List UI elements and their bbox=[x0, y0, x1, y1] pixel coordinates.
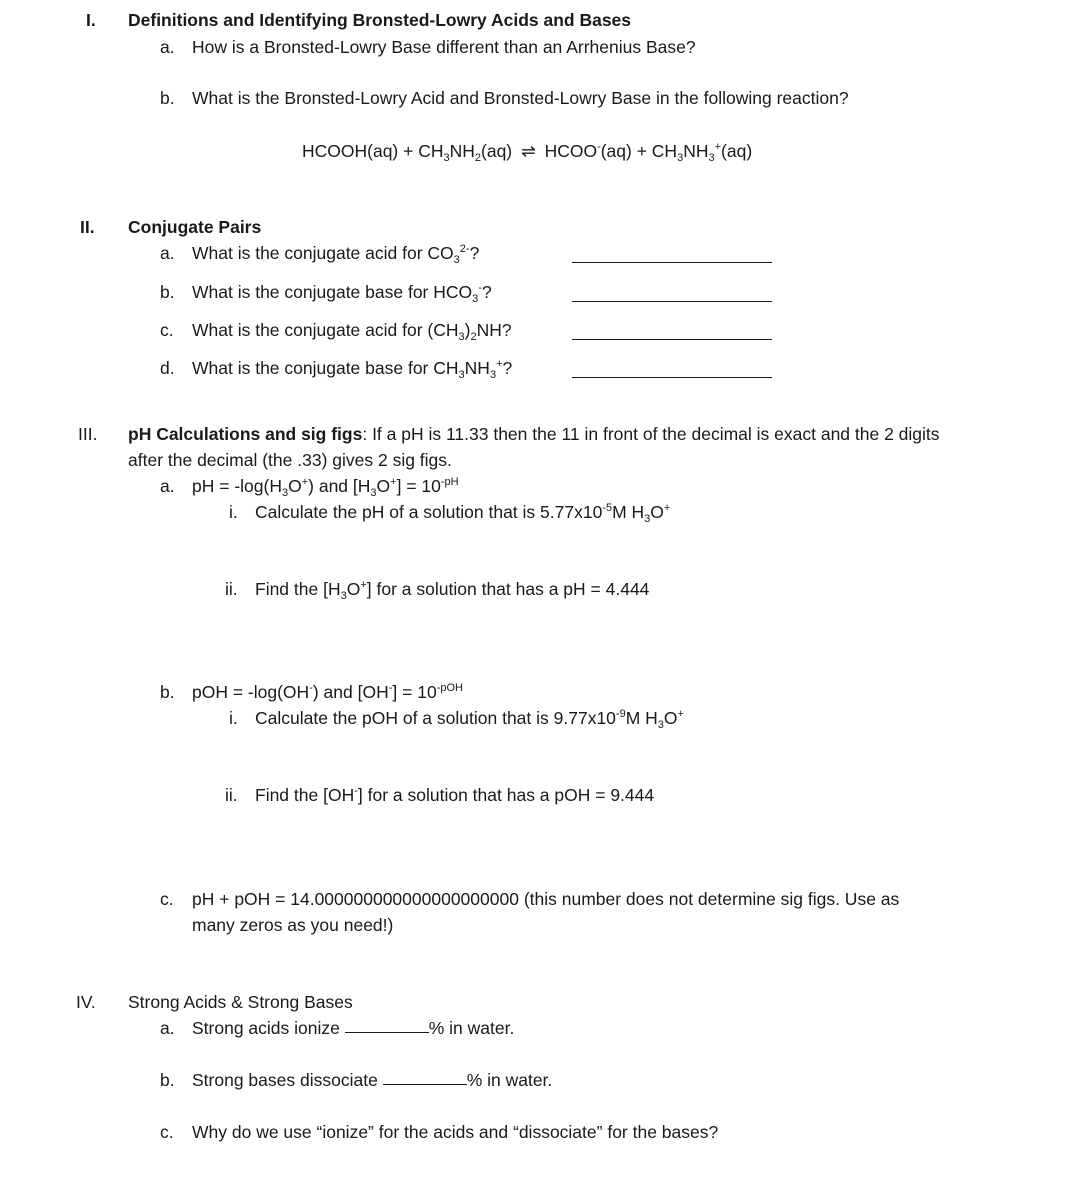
s2-d-question bbox=[192, 358, 512, 380]
section-4-title: Strong Acids & Strong Bases bbox=[128, 992, 353, 1012]
s3-a-ii-label: ii. bbox=[225, 579, 238, 599]
question-text: NH? bbox=[476, 320, 512, 340]
section-3-title-text: : If a pH is 11.33 then the 11 in front of the decimal is exact and the 2 digits bbox=[362, 424, 940, 444]
s4-a-label: a. bbox=[160, 1018, 175, 1038]
section-3-numeral: III. bbox=[78, 424, 98, 444]
question-text: O bbox=[663, 708, 678, 728]
formula-text: pOH = -log(OH bbox=[192, 682, 310, 702]
question-text: Calculate the pOH of a solution that is 9.77x10 bbox=[255, 708, 616, 728]
s1-a-question: How is a Bronsted-Lowry Base different than an Arrhenius Base? bbox=[192, 37, 696, 57]
reaction-sup: - bbox=[597, 141, 601, 153]
s1-b-label: b. bbox=[160, 88, 175, 108]
reaction-sub: 3 bbox=[677, 152, 684, 164]
formula-sup: - bbox=[478, 282, 482, 294]
formula-text: ] = 10 bbox=[392, 682, 437, 702]
section-1-title: Definitions and Identifying Bronsted-Lowry Acids and Bases bbox=[128, 10, 632, 30]
formula-sup: -5 bbox=[602, 502, 613, 514]
formula-sup: + bbox=[360, 579, 367, 591]
formula-sub: 3 bbox=[644, 513, 651, 525]
question-text: Strong bases dissociate bbox=[192, 1070, 378, 1090]
s2-a-answer-blank[interactable] bbox=[572, 262, 772, 263]
reaction-text: NH bbox=[683, 141, 709, 161]
s3-a-i-question bbox=[255, 502, 670, 524]
section-4-numeral: IV. bbox=[76, 992, 96, 1012]
question-text: NH bbox=[464, 358, 490, 378]
question-text: What is the conjugate base for HCO bbox=[192, 282, 473, 302]
s3-b-ii-label: ii. bbox=[225, 785, 238, 805]
formula-sub: 2 bbox=[470, 331, 477, 343]
question-text: ? bbox=[481, 282, 492, 302]
section-2-title: Conjugate Pairs bbox=[128, 217, 262, 237]
formula-sup: + bbox=[677, 708, 684, 720]
s4-b-label: b. bbox=[160, 1070, 175, 1090]
s3-c-text-line-1: pH + pOH = 14.000000000000000000000 (this number does not determine sig figs. Use as bbox=[192, 889, 900, 909]
s4-b-answer-blank[interactable] bbox=[383, 1084, 467, 1085]
question-text: O bbox=[346, 579, 361, 599]
formula-sup: - bbox=[309, 682, 313, 694]
formula-sup: + bbox=[663, 502, 671, 514]
s3-c-text-line-2: many zeros as you need!) bbox=[192, 915, 394, 935]
reaction-sub: 3 bbox=[443, 152, 450, 164]
formula-sup: -pH bbox=[440, 476, 459, 488]
formula-text: O bbox=[376, 476, 391, 496]
formula-sup: + bbox=[496, 358, 503, 370]
question-text: M H bbox=[612, 502, 645, 522]
s4-b-question bbox=[192, 1070, 552, 1092]
formula-text: ) and [OH bbox=[312, 682, 389, 702]
reaction-text: (aq) + CH bbox=[600, 141, 678, 161]
s2-d-answer-blank[interactable] bbox=[572, 377, 772, 378]
question-text: What is the conjugate acid for CO bbox=[192, 243, 454, 263]
formula-sub: 3 bbox=[657, 719, 664, 731]
question-text: ] for a solution that has a pOH = 9.444 bbox=[357, 785, 655, 805]
s4-a-question bbox=[192, 1018, 514, 1040]
s3-a-label: a. bbox=[160, 476, 175, 496]
s3-b-i-question bbox=[255, 708, 684, 730]
reaction-sup: + bbox=[714, 141, 722, 153]
reaction-product-1: HCOO bbox=[544, 141, 598, 161]
reaction-reactant-1: HCOOH(aq) + CH bbox=[302, 141, 444, 161]
formula-sub: 3 bbox=[281, 487, 289, 499]
question-text: Find the [H bbox=[255, 579, 341, 599]
formula-sub: 3 bbox=[472, 293, 479, 305]
question-text: What is the conjugate base for CH bbox=[192, 358, 459, 378]
reaction-equation bbox=[302, 141, 752, 163]
question-text: ? bbox=[502, 358, 513, 378]
question-text: ? bbox=[469, 243, 480, 263]
s3-b-i-label: i. bbox=[229, 708, 238, 728]
formula-sub: 3 bbox=[458, 331, 465, 343]
question-text: What is the conjugate acid for (CH bbox=[192, 320, 459, 340]
s2-b-question bbox=[192, 282, 492, 304]
question-text: ) bbox=[464, 320, 471, 340]
formula-sup: - bbox=[354, 785, 358, 797]
formula-sup: 2- bbox=[459, 243, 470, 255]
formula-text: ] = 10 bbox=[396, 476, 441, 496]
s4-c-label: c. bbox=[160, 1122, 174, 1142]
formula-sub: 3 bbox=[340, 590, 347, 602]
s4-c-question: Why do we use “ionize” for the acids and “dissociate” for the bases? bbox=[192, 1122, 719, 1142]
s2-a-question bbox=[192, 243, 479, 265]
s2-c-question bbox=[192, 320, 512, 342]
s3-b-label: b. bbox=[160, 682, 175, 702]
section-2-numeral: II. bbox=[80, 217, 95, 237]
reaction-text: (aq) bbox=[721, 141, 753, 161]
s3-a-i-label: i. bbox=[229, 502, 238, 522]
formula-text: pH = -log(H bbox=[192, 476, 282, 496]
question-text: O bbox=[650, 502, 664, 522]
question-text: % in water. bbox=[428, 1018, 515, 1038]
s2-c-answer-blank[interactable] bbox=[572, 339, 772, 340]
s3-a-ii-question bbox=[255, 579, 649, 601]
equilibrium-arrow-icon: ⇌ bbox=[521, 141, 536, 161]
question-text: Strong acids ionize bbox=[192, 1018, 340, 1038]
question-text: % in water. bbox=[466, 1070, 553, 1090]
s2-b-label: b. bbox=[160, 282, 175, 302]
section-1-numeral: I. bbox=[86, 10, 96, 30]
section-3-title bbox=[128, 424, 940, 446]
s1-b-question: What is the Bronsted-Lowry Acid and Bronsted-Lowry Base in the following reaction? bbox=[192, 88, 849, 108]
reaction-text: NH bbox=[449, 141, 475, 161]
s2-c-label: c. bbox=[160, 320, 174, 340]
question-text: Calculate the pH of a solution that is 5.77x10 bbox=[255, 502, 603, 522]
s2-a-label: a. bbox=[160, 243, 175, 263]
formula-text: ) and [H bbox=[308, 476, 371, 496]
formula-sup: - bbox=[388, 682, 393, 694]
question-text: M H bbox=[625, 708, 658, 728]
s3-c-label: c. bbox=[160, 889, 174, 909]
section-3-title-line-2: after the decimal (the .33) gives 2 sig figs. bbox=[128, 450, 452, 470]
question-text: Find the [OH bbox=[255, 785, 355, 805]
s2-b-answer-blank[interactable] bbox=[572, 301, 772, 302]
s3-b-ii-question bbox=[255, 785, 654, 807]
formula-sub: 3 bbox=[489, 369, 497, 381]
formula-sup: -pOH bbox=[436, 682, 463, 694]
reaction-sub: 2 bbox=[474, 152, 482, 164]
formula-sup: + bbox=[390, 476, 397, 488]
reaction-sub: 3 bbox=[708, 152, 715, 164]
formula-sub: 3 bbox=[370, 487, 377, 499]
question-text: ] for a solution that has a pH = 4.444 bbox=[366, 579, 650, 599]
formula-sub: 3 bbox=[453, 254, 460, 266]
formula-sup: -9 bbox=[615, 708, 626, 720]
section-3-title-bold: pH Calculations and sig figs bbox=[128, 424, 363, 444]
s3-b-formula bbox=[192, 682, 463, 704]
s2-d-label: d. bbox=[160, 358, 175, 378]
formula-sub: 3 bbox=[458, 369, 465, 381]
s4-a-answer-blank[interactable] bbox=[345, 1032, 429, 1033]
formula-text: O bbox=[288, 476, 302, 496]
formula-sup: + bbox=[301, 476, 309, 488]
reaction-text: (aq) bbox=[481, 141, 513, 161]
s1-a-label: a. bbox=[160, 37, 175, 57]
s3-a-formula bbox=[192, 476, 459, 498]
